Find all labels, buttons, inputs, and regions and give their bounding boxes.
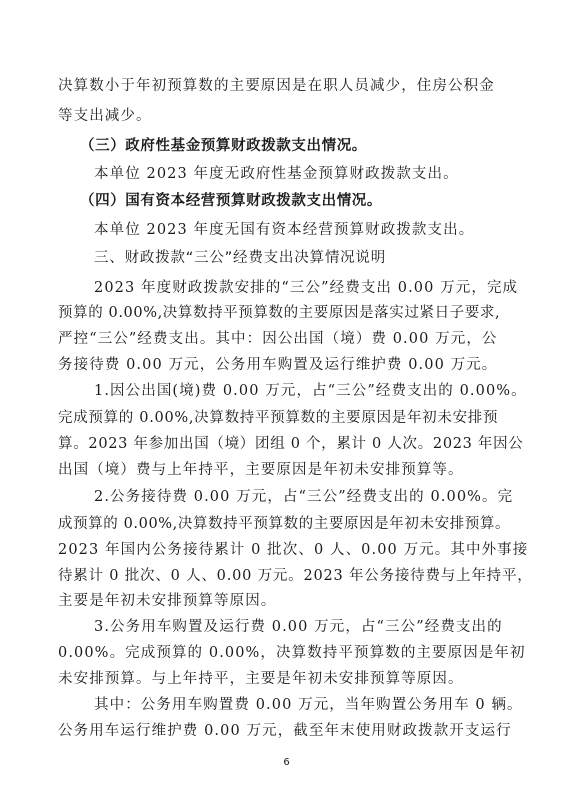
paragraph-line: 2023 年国内公务接待累计 0 批次、0 人、0.00 万元。其中外事接 [58,542,529,558]
paragraph-line: 算。2023 年参加出国（境）团组 0 个，累计 0 人次。2023 年因公 [58,436,524,452]
paragraph-line: 出国（境）费与上年持平，主要原因是年初未安排预算等。 [58,462,464,478]
paragraph-line: 2023 年度财政拨款安排的“三公”经费支出 0.00 万元，完成 [94,280,519,296]
paragraph-line: 待累计 0 批次、0 人、0.00 万元。2023 年公务接待费与上年持平， [58,568,533,584]
paragraph-line: 严控“三公”经费支出。其中：因公出国（境）费 0.00 万元，公 [58,331,498,347]
paragraph-line: 预算的 0.00%,决算数持平预算数的主要原因是落实过紧日子要求, [58,305,501,321]
section-heading-3: （三）政府性基金预算财政拨款支出情况。 [80,138,367,154]
paragraph-line: 主要是年初未安排预算等原因。 [58,593,277,609]
paragraph-line: 成预算的 0.00%,决算数持平预算数的主要原因是年初未安排预算。 [58,516,511,532]
paragraph-line: 务接待费 0.00 万元，公务用车购置及运行维护费 0.00 万元。 [58,357,498,373]
paragraph-line: 其中：公务用车购置费 0.00 万元，当年购置公务用车 0 辆。 [94,697,523,713]
paragraph-line: 0.00%。完成预算的 0.00%，决算数持平预算数的主要原因是年初 [58,645,526,661]
paragraph-line: 本单位 2023 年度无政府性基金预算财政拨款支出。 [94,166,459,182]
paragraph-line: 本单位 2023 年度无国有资本经营预算财政拨款支出。 [94,222,475,238]
section-heading-4: （四）国有资本经营预算财政拨款支出情况。 [80,193,382,209]
page-number: 6 [283,757,290,768]
paragraph-line: 公务用车运行维护费 0.00 万元，截至年末使用财政拨款开支运行 [58,723,512,739]
paragraph-line: 3.公务用车购置及运行费 0.00 万元，占“三公”经费支出的 [94,619,503,635]
paragraph-line: 1.因公出国(境)费 0.00 万元，占“三公”经费支出的 0.00%。 [94,383,527,399]
paragraph-line: 决算数小于年初预算数的主要原因是在职人员减少，住房公积金 [58,78,495,94]
section-heading-three-public: 三、财政拨款“三公”经费支出决算情况说明 [94,250,387,266]
paragraph-line: 2.公务接待费 0.00 万元，占“三公”经费支出的 0.00%。完 [94,489,514,505]
paragraph-line: 未安排预算。与上年持平，主要是年初未安排预算等原因。 [58,671,464,687]
paragraph-line: 完成预算的 0.00%,决算数持平预算数的主要原因是年初未安排预 [58,410,499,426]
paragraph-line: 等支出减少。 [58,108,152,124]
